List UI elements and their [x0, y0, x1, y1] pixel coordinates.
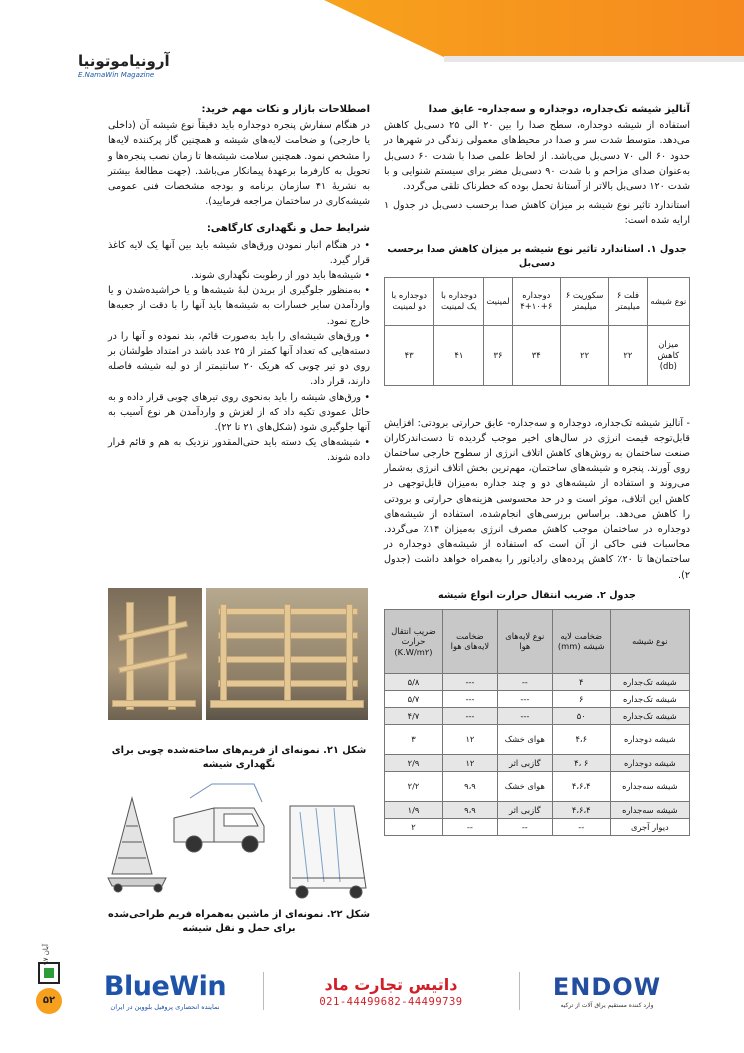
magazine-logo	[78, 52, 278, 86]
table1-header: دوجداره با دو لمینیت	[385, 277, 434, 325]
table2-header: ضخامت لایه‌های هوا	[442, 609, 497, 673]
thermal-paragraph: - آنالیز شیشه تک‌جداره، دوجداره و سه‌جداره- عایق حرارتی برودتی: افزایش قابل‌توجه قیمت انرژی در سال‌های اخیر موجب گردیده تا دست‌اندرکاران صنعت ساختمان به روش‌های کاهش اتلاف انرژی از سطوح خارجی ساختمان روی آورند. پنجره و شیشه‌های ساختمان، مهم‌ترین بخش اتلاف انرژی به‌شمار می‌روند و استفاده از شیشه‌های دو و چند جداره به‌میزان قابل‌توجهی در کاهش این اتلاف، موثر است و در حد محسوسی هزینه‌های حرارتی و برودتی را کاهش می‌دهد. براساس بررسی‌های انجام‌شده، استفاده از شیشه‌های دوجداره در ساختمان موجب کاهش مصرف انرژی به‌میزان ۱۴٪ می‌گردد. محاسبات فنی حاکی از آن است که استفاده از شیشه‌های دوجداره در ساختمان‌ها تا ۲۰٪ کاهش پرده‌های رادیاتور را به‌همراه خواهد داشت (جدول ۲).	[384, 417, 690, 581]
table2-cell: ---	[442, 707, 497, 724]
storage-bullet: • شیشه‌ها باید دور از رطوبت نگهداری شوند.	[190, 270, 370, 282]
table2-cell: ۹،۹	[442, 771, 497, 801]
table1-cell: ۳۴	[512, 325, 560, 385]
table1-header: دوجداره با یک لمینیت	[434, 277, 484, 325]
endow-logo: ENDOW	[552, 973, 662, 1001]
table2-cell: ۳	[385, 724, 443, 754]
table2-cell: ۲	[385, 818, 443, 835]
table2-cell: ۶	[552, 690, 610, 707]
table2-cell: ۵/۸	[385, 673, 443, 690]
figure-22-caption: شکل ۲۲. نمونه‌ای از ماشین به‌همراه فریم طراحی‌شده برای حمل و نقل شیشه	[107, 909, 370, 934]
table2-row	[385, 801, 690, 818]
table2-cell: ۴	[552, 673, 610, 690]
table2-cell: --	[497, 673, 552, 690]
datis-ad[interactable]	[276, 962, 506, 1020]
table2-cell: ۱/۹	[385, 801, 443, 818]
table2-cell: ۴،۶،۴	[552, 771, 610, 801]
logo-subtitle: E.NamaWin Magazine	[78, 71, 155, 79]
issue-date: آبان ۹۷	[42, 944, 50, 965]
table2-header: ضریب انتقال حرارت (K.W/m۲)	[385, 609, 443, 673]
acoustic-paragraph: استفاده از شیشه دوجداره، سطح صدا را بین ۲۰ الی ۲۵ دسی‌بل کاهش می‌دهد. متوسط شدت سر و صدا در محیط‌های معمولی زندگی در شهرها در حدود ۶۰ الی ۷۰ دسی‌بل می‌باشد. از لحاظ علمی صدا با شدت ۶۰ دسی‌بل به‌عنوان صدای مزاحم و با شدت ۹۰ دسی‌بل مضر برای سیستم شنوایی و با شدت ۱۲۰ دسی‌بل بالاتر از آستانهٔ تحمل بوده که خطرناک تلقی می‌گردد.	[384, 120, 691, 193]
table2-cell: ۵۰	[552, 707, 610, 724]
table2-cell: شیشه سه‌جداره	[610, 771, 689, 801]
table2-header-row	[385, 609, 690, 673]
table2-cell: گازبی اثر	[497, 754, 552, 771]
acoustic-paragraph-2: استاندارد تاثیر نوع شیشه بر میزان کاهش صدا برحسب دسی‌بل در جدول ۱ ارایه شده است:	[384, 200, 690, 227]
storage-bullet: • در هنگام انبار نمودن ورق‌های شیشه باید بین آنها یک لایه کاغذ قرار گیرد.	[108, 239, 370, 266]
table1-caption: جدول ۱. استاندارد تاثیر نوع شیشه بر میزان کاهش صدا برحسب دسی‌بل	[387, 243, 687, 269]
table2-cell: ۴،۶،۴	[552, 801, 610, 818]
table1-header-row	[385, 277, 690, 325]
ad-divider	[263, 972, 264, 1010]
table2-cell: ۵/۷	[385, 690, 443, 707]
heat-transfer-table	[384, 609, 690, 836]
table2-caption: جدول ۲. ضریب انتقال حرارت انواع شیشه	[438, 589, 636, 601]
advertisement-bar	[80, 962, 682, 1020]
page-number: ۵۲	[36, 988, 62, 1014]
acoustic-heading: آنالیز شیشه تک‌جداره، دوجداره و سه‌جداره- عایق صدا	[428, 104, 690, 115]
table2-cell: ---	[497, 690, 552, 707]
table2-header: نوع لایه‌های هوا	[497, 609, 552, 673]
table1-cell: ۲۲	[609, 325, 647, 385]
logo-title: آرونیاموتونیا	[78, 52, 170, 70]
storage-bullet: • شیشه‌های یک دسته باید حتی‌المقدور نزدیک به هم و قائم قرار داده شوند.	[108, 437, 370, 464]
glass-transport-truck-drawing	[104, 778, 370, 900]
table1-row	[385, 325, 690, 385]
wooden-rack-photo-1	[108, 588, 202, 720]
table2-row	[385, 724, 690, 754]
table1-header: سکوریت ۶ میلیمتر	[561, 277, 609, 325]
table1-cell: ۳۶	[484, 325, 512, 385]
sound-reduction-table	[384, 277, 690, 386]
table1-header: دوجداره ۶+۱۰+۴	[512, 277, 560, 325]
header-shadow	[444, 56, 744, 62]
bluewin-logo: BlueWin	[103, 971, 227, 1002]
magazine-mark-icon	[38, 962, 60, 984]
wooden-rack-photo-2	[206, 588, 368, 720]
table1-cell: ۴۳	[385, 325, 434, 385]
table2-cell: ۶ ،۴	[552, 754, 610, 771]
table2-cell: شیشه تک‌جداره	[610, 690, 689, 707]
storage-heading: شرایط حمل و نگهداری کارگاهی:	[206, 223, 370, 235]
table2-cell: --	[442, 818, 497, 835]
table2-cell: شیشه دوجداره	[610, 724, 689, 754]
table2-row	[385, 771, 690, 801]
left-column	[108, 102, 370, 466]
table1-header: نوع شیشه	[647, 277, 689, 325]
table2-cell: دیوار آجری	[610, 818, 689, 835]
table2-cell: هوای خشک	[497, 771, 552, 801]
table2-cell: ---	[497, 707, 552, 724]
table2-row	[385, 754, 690, 771]
table2-cell: --	[552, 818, 610, 835]
table1-cell: ۲۲	[561, 325, 609, 385]
storage-bullet: • ورق‌های شیشه‌ای را باید به‌صورت قائم، بند نموده و آنها را در دسته‌هایی که تعداد آنها کمتر از ۲۵ عدد باشد در امتداد طولشان بر روی دو تیر چوبی که هریک ۲۰ سانتیمتر از دو لبه شیشه فاصله دارند، قرار داد.	[108, 330, 370, 388]
table2-cell: گازبی اثر	[497, 801, 552, 818]
wooden-frame-photos	[108, 588, 368, 720]
bluewin-tagline: نماینده انحصاری پروفیل بلووین در ایران	[110, 1003, 220, 1011]
right-column	[384, 102, 690, 836]
table1-cell: میزان کاهش (db)	[647, 325, 689, 385]
table2-cell: هوای خشک	[497, 724, 552, 754]
table1-header: فلت ۶ میلیمتر	[609, 277, 647, 325]
figure-21-caption: شکل ۲۱. نمونه‌ای از فریم‌های ساخته‌شده چوبی برای نگهداری شیشه	[111, 745, 367, 770]
table2-cell: ۱۲	[442, 724, 497, 754]
storage-bullet: • به‌منظور جلوگیری از بریدن لبهٔ شیشه‌ها و یا خراشیده‌شدن و یا واردآمدن سایر خسارات به شیشه‌ها باید آنها را با دقت از جعبه‌ها خارج نمود.	[108, 285, 370, 327]
table2-cell: ۹،۹	[442, 801, 497, 818]
table2-row	[385, 707, 690, 724]
datis-phone: 021-44499682-44499739	[319, 995, 463, 1008]
table2-cell: شیشه تک‌جداره	[610, 673, 689, 690]
table2-cell: --	[497, 818, 552, 835]
table2-cell: ۱۲	[442, 754, 497, 771]
table2-cell: شیشه تک‌جداره	[610, 707, 689, 724]
table2-cell: ---	[442, 690, 497, 707]
storage-bullet: • ورق‌های شیشه را باید به‌نحوی روی تیرهای چوبی قرار داده و به حائل عمودی تکیه داد که از لغزش و واردآمدن هر نوع آسیب به آنها جلوگیری شود (شکل‌های ۲۱ تا ۲۲).	[108, 391, 370, 434]
terms-paragraph: در هنگام سفارش پنجره دوجداره باید دقیقاً نوع شیشه آن (داخلی یا خارجی) و ضخامت لایه‌های شیشه و همچنین گاز پرکننده لایه‌ها را مشخص نمود. همچنین سلامت شیشه‌ها تا زمان نصب پنجره‌ها و تحویل به کارفرما برعهدهٔ پیمانکار می‌باشد. (جهت مطالعهٔ بیشتر به نشریهٔ ۴۱ سازمان برنامه و بودجه مشخصات فنی عمومی شیشه‌کاری در ساختمان مراجعه فرمایید).	[108, 120, 371, 208]
bluewin-ad[interactable]	[80, 962, 250, 1020]
endow-tagline: وارد کننده مستقیم یراق آلات از ترکیه	[560, 1002, 654, 1009]
table1-cell: ۴۱	[434, 325, 484, 385]
table2-cell: ۲/۹	[385, 754, 443, 771]
datis-logo: داتیس تجارت ماد	[324, 974, 458, 994]
table2-cell: ۴،۶	[552, 724, 610, 754]
table2-cell: ---	[442, 673, 497, 690]
ad-divider	[519, 972, 520, 1010]
table2-cell: ۴/۷	[385, 707, 443, 724]
terms-heading: اصطلاحات بازار و نکات مهم خرید:	[201, 104, 370, 115]
table2-cell: شیشه سه‌جداره	[610, 801, 689, 818]
header-orange-band	[324, 0, 744, 60]
table2-header: نوع شیشه	[610, 609, 689, 673]
table2-row	[385, 818, 690, 835]
table2-header: ضخامت لایه شیشه (mm)	[552, 609, 610, 673]
table2-row	[385, 673, 690, 690]
table2-row	[385, 690, 690, 707]
table2-cell: شیشه دوجداره	[610, 754, 689, 771]
endow-ad[interactable]	[532, 962, 682, 1020]
table1-header: لمینیت	[484, 277, 512, 325]
table2-cell: ۲/۲	[385, 771, 443, 801]
